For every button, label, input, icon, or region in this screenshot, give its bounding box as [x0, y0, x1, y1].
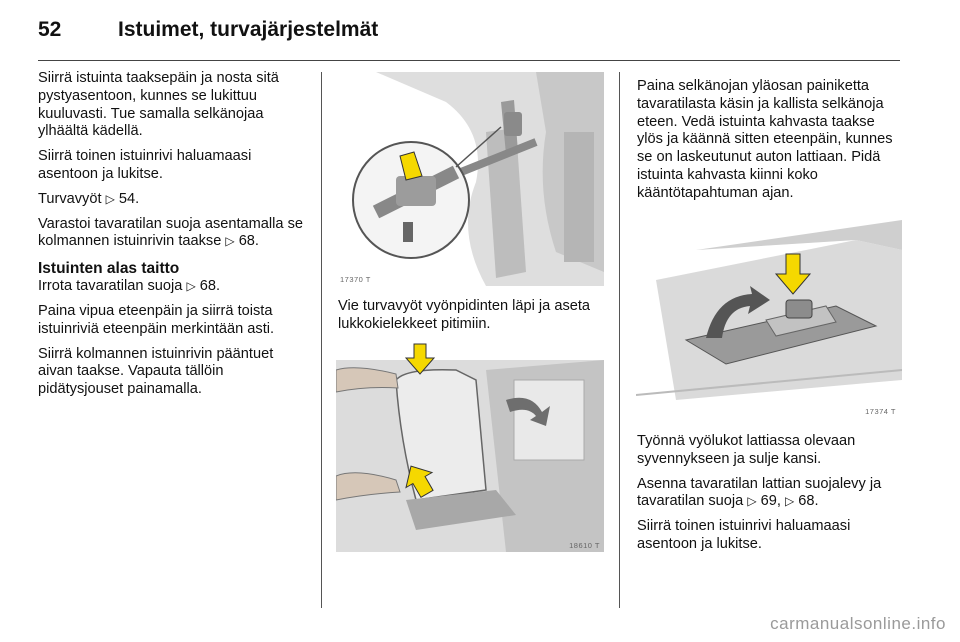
- chapter-title: Istuimet, turvajärjestelmät: [118, 18, 379, 41]
- column-divider-2: [619, 72, 620, 608]
- paragraph: [637, 476, 903, 512]
- paragraph: Siirrä kolmannen istuinrivin pääntuet aivan taakse. Vapauta tällöin pidätysjouset painamalla.: [38, 345, 274, 398]
- reference-arrow-icon: ▷: [747, 494, 757, 509]
- figure-code: 17374 T: [865, 407, 896, 416]
- column-1: [38, 70, 308, 406]
- page-reference[interactable]: 54.: [118, 190, 140, 207]
- figure-buckle-recess: [636, 210, 902, 420]
- figure-seat-fold: [336, 340, 604, 552]
- figure-caption: [338, 298, 606, 341]
- page-reference[interactable]: 68.: [238, 233, 259, 250]
- paragraph: Paina vipua eteenpäin ja siirrä toista istuinriviä eteenpäin merkintään asti.: [38, 302, 275, 337]
- page-reference[interactable]: 68.: [199, 278, 221, 295]
- page-header: [0, 0, 960, 60]
- reference-arrow-icon: ▷: [186, 279, 196, 294]
- paragraph: [38, 191, 308, 209]
- paragraph-text: Irrota tavaratilan suoja: [38, 278, 183, 295]
- figure-seatbelt-holder: [336, 72, 604, 286]
- column-divider-1: [321, 72, 322, 608]
- page-reference[interactable]: 69,: [760, 493, 781, 510]
- watermark: carmanualsonline.info: [770, 614, 946, 633]
- reference-arrow-icon: ▷: [785, 494, 795, 509]
- header-rule: [38, 60, 900, 61]
- page-number: 52: [38, 18, 62, 41]
- paragraph: Siirrä istuinta taaksepäin ja nosta sitä pystyasentoon, kunnes se lukittuu kuuluvasti. Tue samalla selkänojaa ylhäältä kädellä.: [38, 70, 279, 140]
- buckle-recess-illustration: [636, 210, 902, 420]
- reference-arrow-icon: ▷: [105, 191, 115, 206]
- figure-code: 18610 T: [569, 541, 600, 550]
- seat-fold-illustration: [336, 340, 604, 552]
- paragraph: [38, 216, 308, 252]
- paragraph-text: Asenna tavaratilan lattian suojalevy ja tavaratilan suoja: [637, 475, 882, 510]
- caption-text: Vie turvavyöt vyönpidinten läpi ja aseta lukkokielekkeet pitimiin.: [338, 298, 591, 332]
- column-3: [637, 78, 903, 210]
- column-3-lower: [637, 433, 903, 561]
- paragraph-text: Varastoi tavaratilan suoja asentamalla se kolmannen istuinrivin taakse: [38, 215, 303, 250]
- paragraph: Työnnä vyölukot lattiassa olevaan syvennykseen ja sulje kansi.: [637, 433, 856, 467]
- section-heading: Istuinten alas taitto: [38, 260, 180, 278]
- paragraph-text: Turvavyöt: [38, 190, 102, 207]
- seatbelt-illustration: [336, 72, 604, 286]
- paragraph: Siirrä toinen istuinrivi haluamaasi asentoon ja lukitse.: [38, 148, 252, 182]
- paragraph: Siirrä toinen istuinrivi haluamaasi asentoon ja lukitse.: [637, 518, 851, 552]
- paragraph: Paina selkänojan yläosan painiketta tavaratilasta käsin ja kallista selkänoja eteen. Vedä istuinta kahvasta taakse ylös ja käännä sitten eteenpäin, kunnes se on laskeutunut auton lattiaan. Pidä istuinta kahvasta kiinni koko kääntötapahtuman ajan.: [637, 78, 893, 201]
- page-reference[interactable]: 68.: [798, 493, 819, 510]
- reference-arrow-icon: ▷: [225, 234, 235, 249]
- figure-code: 17370 T: [340, 275, 371, 284]
- paragraph: [38, 278, 308, 296]
